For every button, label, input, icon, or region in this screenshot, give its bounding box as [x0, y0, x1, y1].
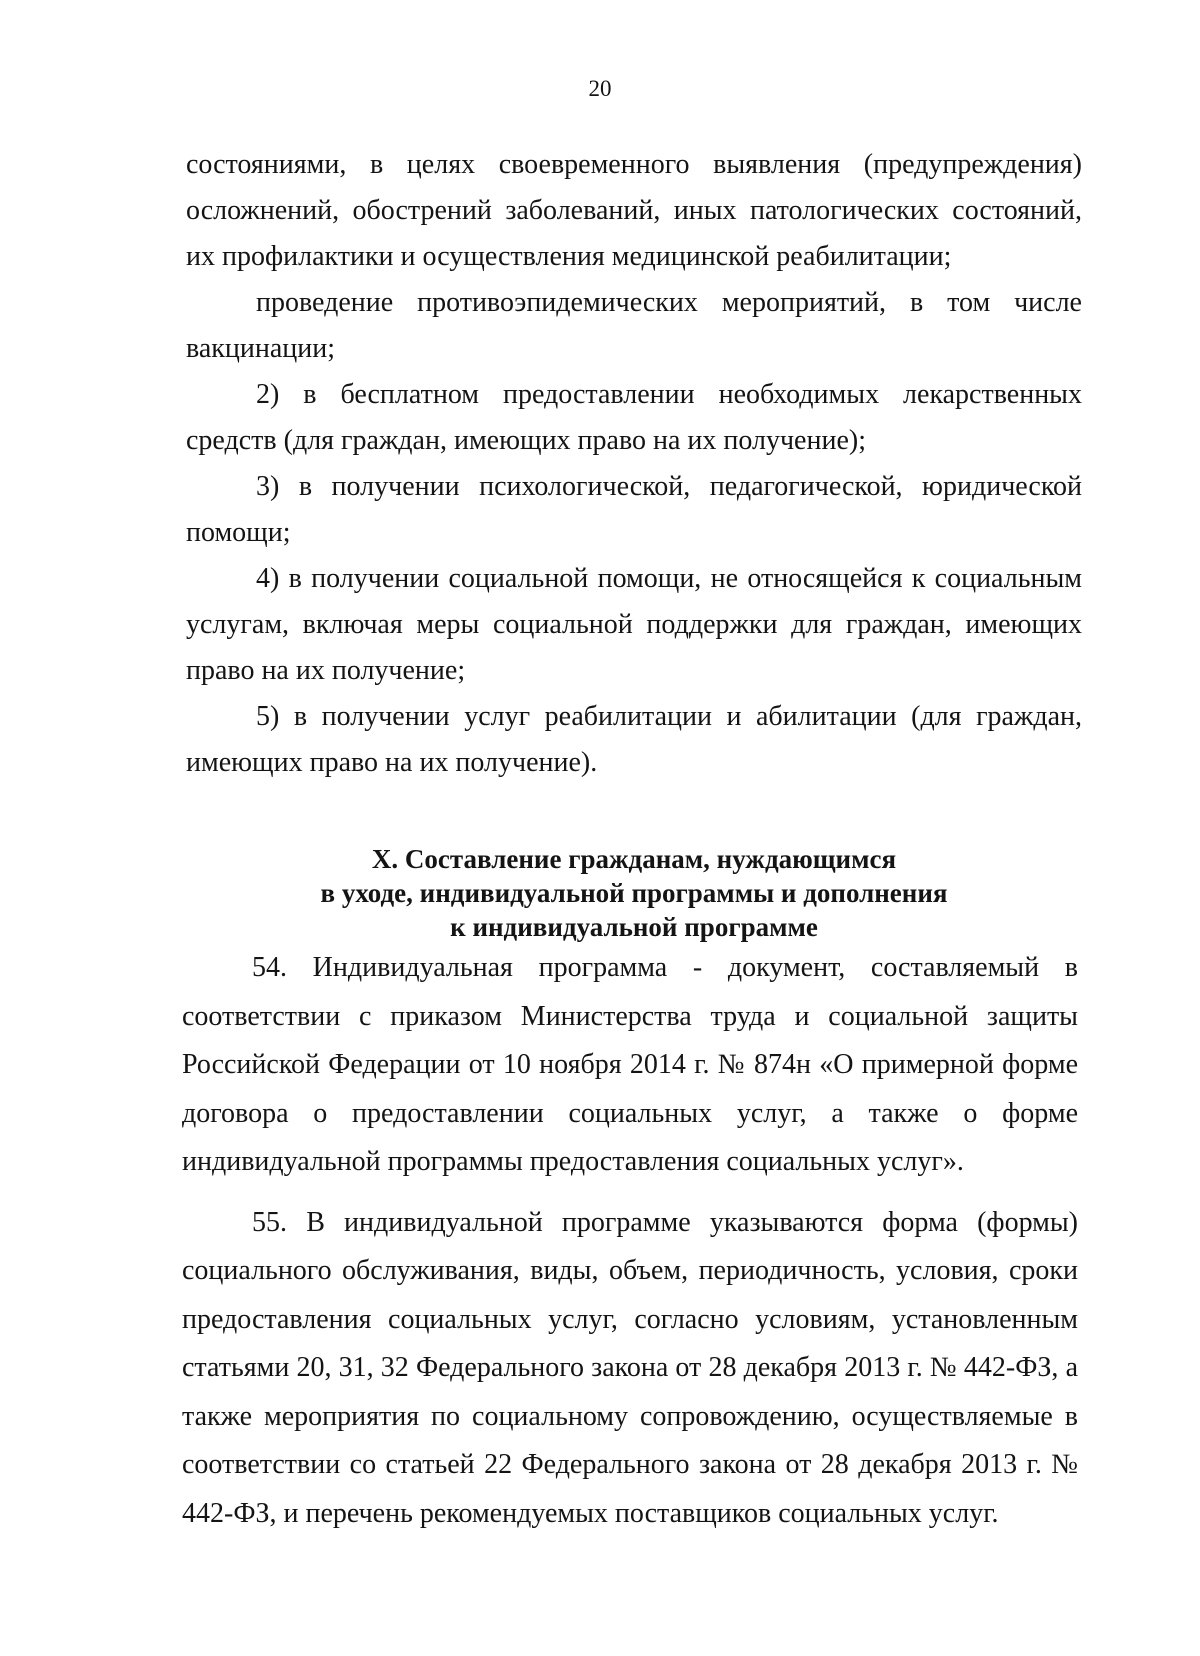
list-item-5: 5) в получении услуг реабилитации и абилитации (для граждан, имеющих право на их получение). [186, 701, 1082, 778]
section-heading [186, 842, 1082, 944]
body-text-bottom [182, 944, 1078, 1538]
list-item-2: 2) в бесплатном предоставлении необходимых лекарственных средств (для граждан, имеющих право на их получение); [186, 379, 1082, 456]
body-text-top [186, 142, 1082, 786]
list-item-4: 4) в получении социальной помощи, не относящейся к социальным услугам, включая меры социальной поддержки для граждан, имеющих право на их получение; [186, 563, 1082, 686]
section-heading-line-3: к индивидуальной программе [450, 912, 818, 942]
paragraph-54: 54. Индивидуальная программа - документ, составляемый в соответствии с приказом Министерства труда и социальной защиты Российской Федерации от 10 ноября 2014 г. № 874н «О примерной форме договора о предоставлении социальных услуг, а также о форме индивидуальной программы предоставления социальных услуг». [182, 952, 1078, 1177]
paragraph-continuation: состояниями, в целях своевременного выявления (предупреждения) осложнений, обострений заболеваний, иных патологических состояний, их профилактики и осуществления медицинской реабилитации; [186, 149, 1082, 272]
paragraph-antiepidemic: проведение противоэпидемических мероприятий, в том числе вакцинации; [186, 287, 1082, 364]
paragraph-55: 55. В индивидуальной программе указываются форма (формы) социального обслуживания, виды, объем, периодичность, условия, сроки предоставления социальных услуг, согласно условиям, установленным статьями 20, 31, 32 Федерального закона от 28 декабря 2013 г. № 442-ФЗ, а также мероприятия по социальному сопровождению, осуществляемые в соответствии со статьей 22 Федерального закона от 28 декабря 2013 г. № 442-ФЗ, и перечень рекомендуемых поставщиков социальных услуг. [182, 1206, 1078, 1529]
section-heading-line-2: в уходе, индивидуальной программы и дополнения [320, 878, 948, 908]
list-item-3: 3) в получении психологической, педагогической, юридической помощи; [186, 471, 1082, 548]
section-heading-line-1: X. Составление гражданам, нуждающимся [371, 844, 897, 874]
page-number: 20 [588, 76, 612, 101]
